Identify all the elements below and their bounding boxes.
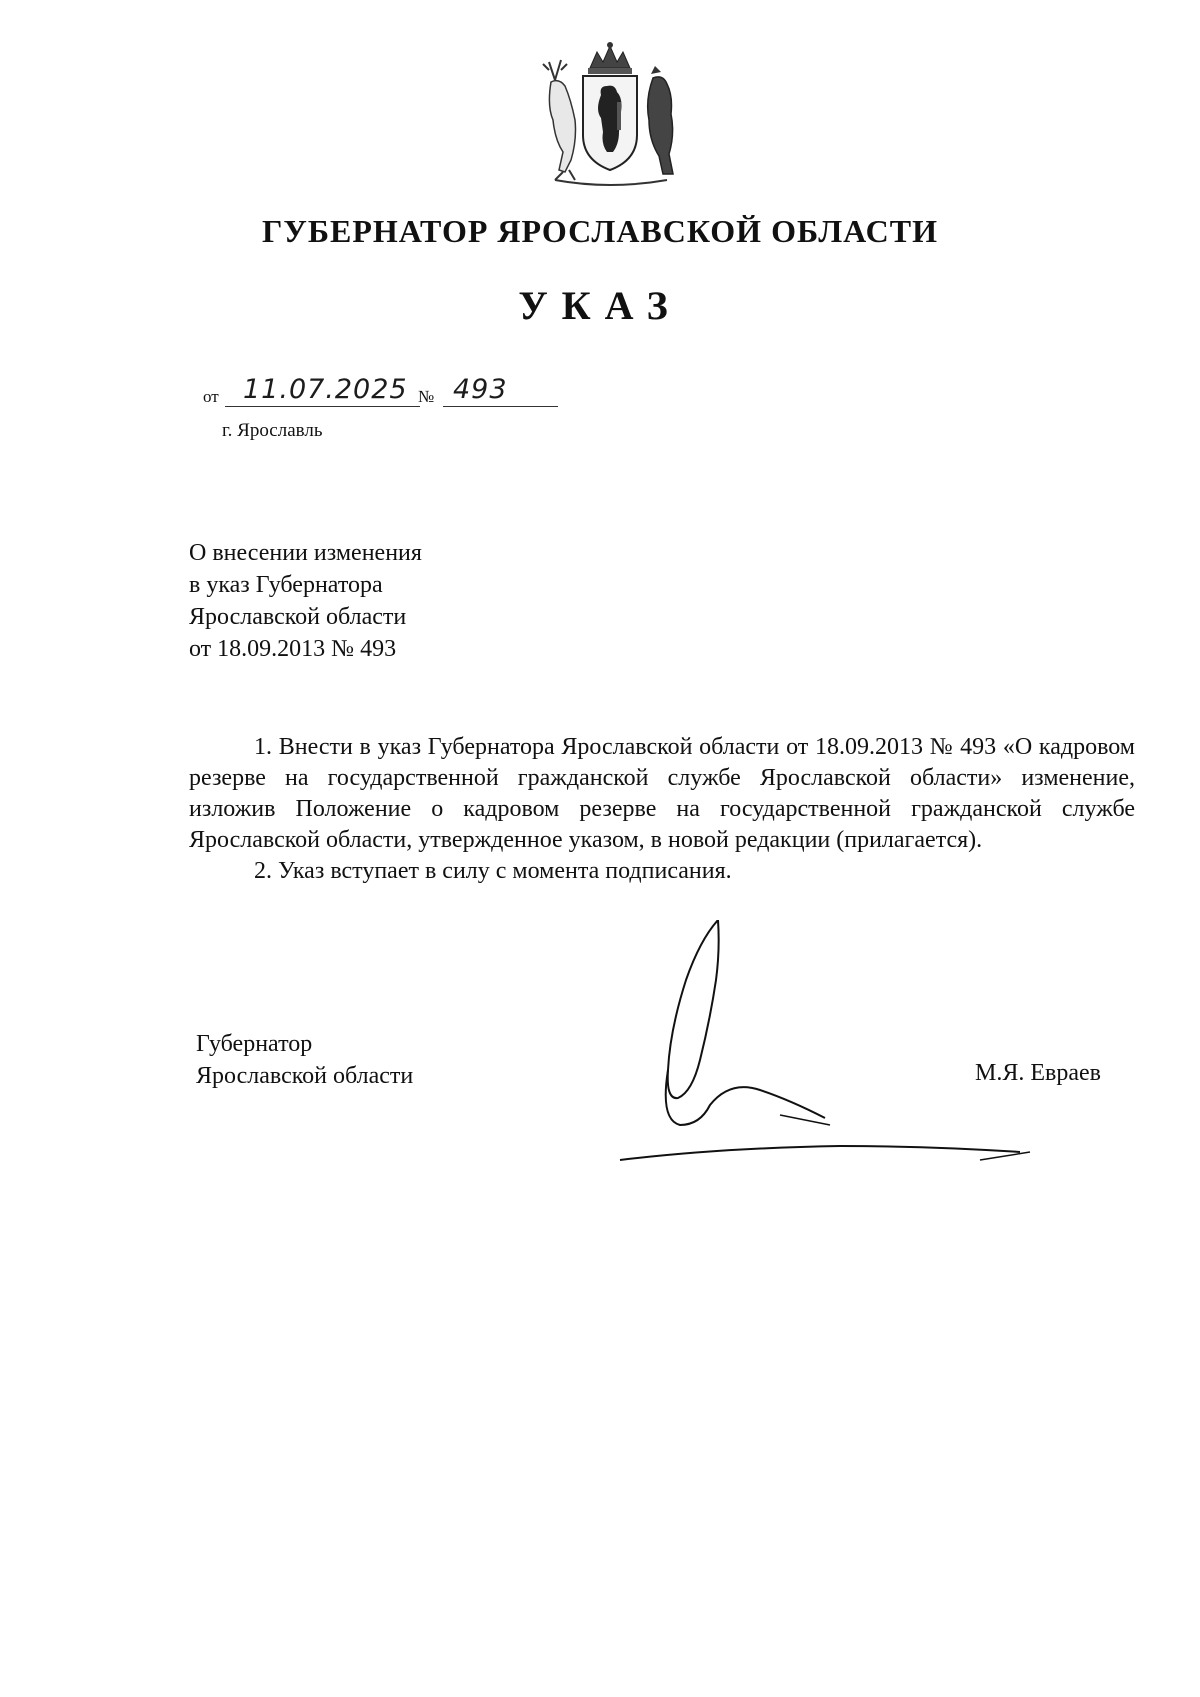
body-paragraph: 1. Внести в указ Губернатора Ярославской области от 18.09.2013 № 493 «О кадровом резерве на государственной гражданской службе Ярославской области» изменение, изложив Положение о кадровом резерве на государственной гражданской службе Ярославской области, утвержденное указом, в новой редакции (прилагается). bbox=[189, 734, 1135, 853]
coat-of-arms-icon bbox=[535, 40, 685, 190]
signatory-name: М.Я. Евраев bbox=[975, 1060, 1101, 1086]
document-number: 493 bbox=[453, 374, 508, 405]
signatory-position-line: Ярославской области bbox=[196, 1063, 414, 1089]
date-label: от bbox=[203, 387, 219, 406]
document-body bbox=[189, 732, 1135, 887]
subject-line: от 18.09.2013 № 493 bbox=[189, 636, 397, 662]
document-date: 11.07.2025 bbox=[243, 374, 408, 405]
number-label: № bbox=[418, 387, 435, 406]
registration-line bbox=[203, 374, 563, 417]
subject-line: в указ Губернатора bbox=[189, 572, 383, 598]
handwritten-signature bbox=[600, 920, 1040, 1170]
subject-line: Ярославской области bbox=[189, 604, 407, 630]
issue-city: г. Ярославль bbox=[222, 420, 323, 441]
body-paragraph: 2. Указ вступает в силу с момента подписания. bbox=[254, 858, 732, 884]
date-underline bbox=[225, 406, 420, 407]
signatory-position-line: Губернатор bbox=[196, 1031, 313, 1057]
document-subject bbox=[189, 537, 422, 665]
signatory-position bbox=[196, 1028, 413, 1092]
number-underline bbox=[443, 406, 558, 407]
subject-line: О внесении изменения bbox=[189, 540, 422, 566]
document-type: УКАЗ bbox=[518, 283, 682, 328]
issuer-title: ГУБЕРНАТОР ЯРОСЛАВСКОЙ ОБЛАСТИ bbox=[261, 213, 939, 249]
